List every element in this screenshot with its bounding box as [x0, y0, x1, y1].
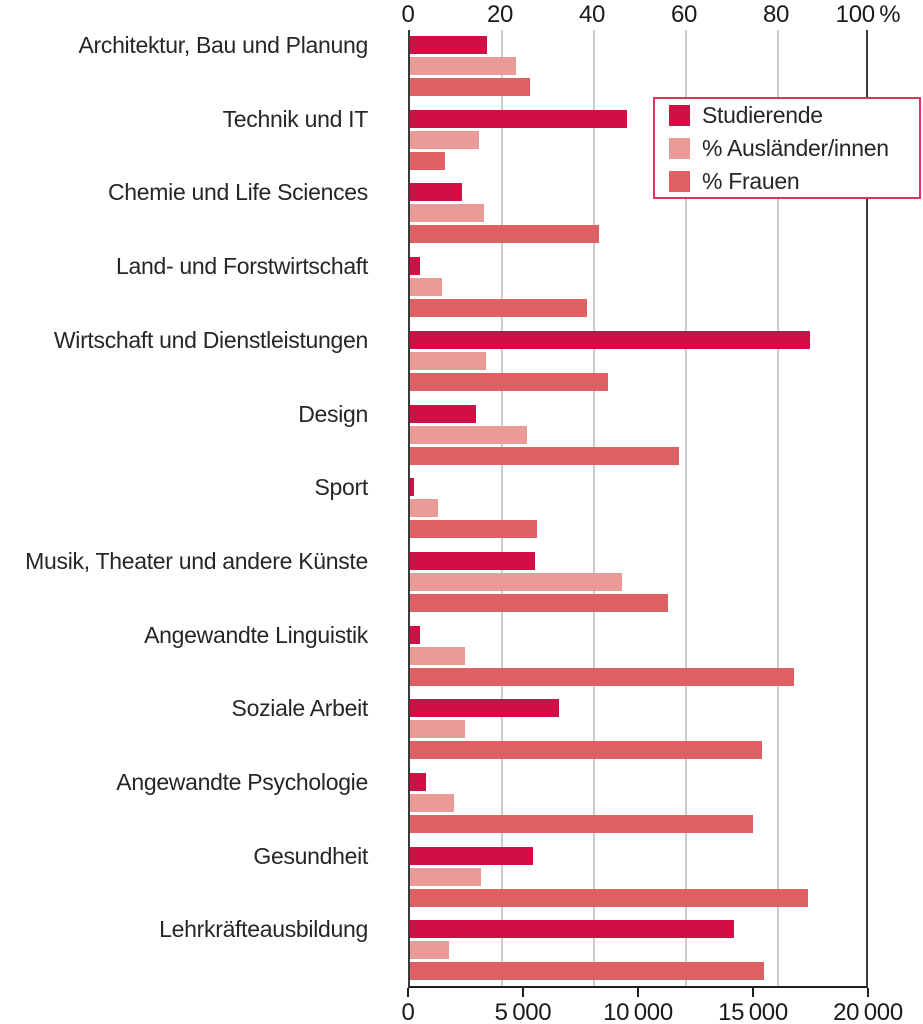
- bar-studierende: [410, 110, 627, 128]
- bar-group-8: [410, 626, 866, 686]
- bottom-axis-tick-label: 15 000: [718, 999, 788, 1024]
- bar-studierende: [410, 552, 535, 570]
- bar-frauen: [410, 668, 794, 686]
- bar-frauen: [410, 889, 808, 907]
- bar-frauen: [410, 741, 762, 759]
- top-axis-tick-label: 20: [486, 1, 514, 28]
- category-label: Architektur, Bau und Planung: [78, 32, 368, 58]
- legend-item-studierende: [669, 102, 919, 129]
- bar-auslaender: [410, 794, 454, 812]
- bar-auslaender: [410, 204, 484, 222]
- top-axis-tick-label: 0: [401, 1, 415, 28]
- bottom-axis-tick-label: 20 000: [833, 999, 903, 1024]
- bar-group-11: [410, 847, 866, 907]
- bar-group-10: [410, 773, 866, 833]
- bar-frauen: [410, 594, 668, 612]
- bottom-axis-tick: [407, 988, 409, 997]
- legend-item-frauen: [669, 168, 919, 195]
- category-label: Angewandte Linguistik: [144, 621, 368, 648]
- top-axis-tick-label: 60: [670, 1, 698, 28]
- bar-group-4: [410, 331, 866, 391]
- bottom-axis-tick: [867, 988, 869, 997]
- bar-frauen: [410, 520, 537, 538]
- top-axis-tick-label: 80: [762, 1, 790, 28]
- bar-frauen: [410, 225, 599, 243]
- bar-frauen: [410, 962, 764, 980]
- bar-auslaender: [410, 352, 486, 370]
- category-label: Soziale Arbeit: [231, 695, 368, 722]
- bar-frauen: [410, 152, 445, 170]
- bottom-axis-tick: [637, 988, 639, 997]
- category-label: Technik und IT: [222, 105, 368, 132]
- bar-studierende: [410, 36, 487, 54]
- legend-swatch-studierende-icon: [669, 105, 690, 126]
- bar-frauen: [410, 373, 608, 391]
- bar-frauen: [410, 78, 530, 96]
- bottom-axis-tick-label: 0: [401, 999, 415, 1024]
- bar-frauen: [410, 299, 587, 317]
- category-label: Design: [298, 400, 368, 427]
- bar-studierende: [410, 183, 462, 201]
- bar-studierende: [410, 920, 734, 938]
- category-label: Chemie und Life Sciences: [107, 179, 368, 206]
- bottom-axis-tick-label: 10 000: [603, 999, 673, 1024]
- bar-auslaender: [410, 720, 465, 738]
- category-label: Musik, Theater und andere Künste: [25, 547, 368, 574]
- bar-studierende: [410, 257, 420, 275]
- bar-group-5: [410, 405, 866, 465]
- bottom-axis-tick: [522, 988, 524, 997]
- category-label: Gesundheit: [253, 842, 368, 869]
- bar-frauen: [410, 447, 679, 465]
- bar-studierende: [410, 331, 810, 349]
- bar-studierende: [410, 478, 414, 496]
- category-label: Lehrkräfteausbildung: [159, 916, 368, 943]
- bar-group-3: [410, 257, 866, 317]
- bar-auslaender: [410, 131, 479, 149]
- bar-studierende: [410, 699, 559, 717]
- bar-auslaender: [410, 426, 527, 444]
- bar-auslaender: [410, 278, 442, 296]
- bar-studierende: [410, 847, 533, 865]
- category-label: Land- und Forstwirtschaft: [115, 253, 368, 280]
- bottom-axis-tick: [752, 988, 754, 997]
- top-axis-tick-label: 100 %: [835, 1, 901, 28]
- bar-group-7: [410, 552, 866, 612]
- top-axis-tick-label: 40: [578, 1, 606, 28]
- bottom-axis-tick-label: 5 000: [494, 999, 552, 1024]
- bar-group-9: [410, 699, 866, 759]
- legend-item-auslaender: [669, 135, 919, 162]
- legend-label-studierende: Studierende: [702, 101, 823, 128]
- bar-auslaender: [410, 499, 438, 517]
- bar-auslaender: [410, 941, 449, 959]
- legend: [653, 97, 921, 199]
- bar-group-6: [410, 478, 866, 538]
- bar-auslaender: [410, 573, 622, 591]
- bar-auslaender: [410, 868, 481, 886]
- bar-studierende: [410, 405, 476, 423]
- category-label: Wirtschaft und Dienstleistungen: [53, 326, 368, 353]
- legend-swatch-auslaender-icon: [669, 138, 690, 159]
- bar-group-0: [410, 36, 866, 96]
- bar-frauen: [410, 815, 753, 833]
- bar-group-12: [410, 920, 866, 980]
- legend-label-frauen: % Frauen: [702, 167, 800, 194]
- category-label: Sport: [314, 474, 368, 501]
- category-label: Angewandte Psychologie: [116, 769, 368, 795]
- bar-studierende: [410, 626, 420, 644]
- bar-studierende: [410, 773, 426, 791]
- bar-auslaender: [410, 647, 465, 665]
- legend-label-auslaender: % Ausländer/innen: [702, 134, 889, 161]
- legend-swatch-frauen-icon: [669, 171, 690, 192]
- bar-auslaender: [410, 57, 516, 75]
